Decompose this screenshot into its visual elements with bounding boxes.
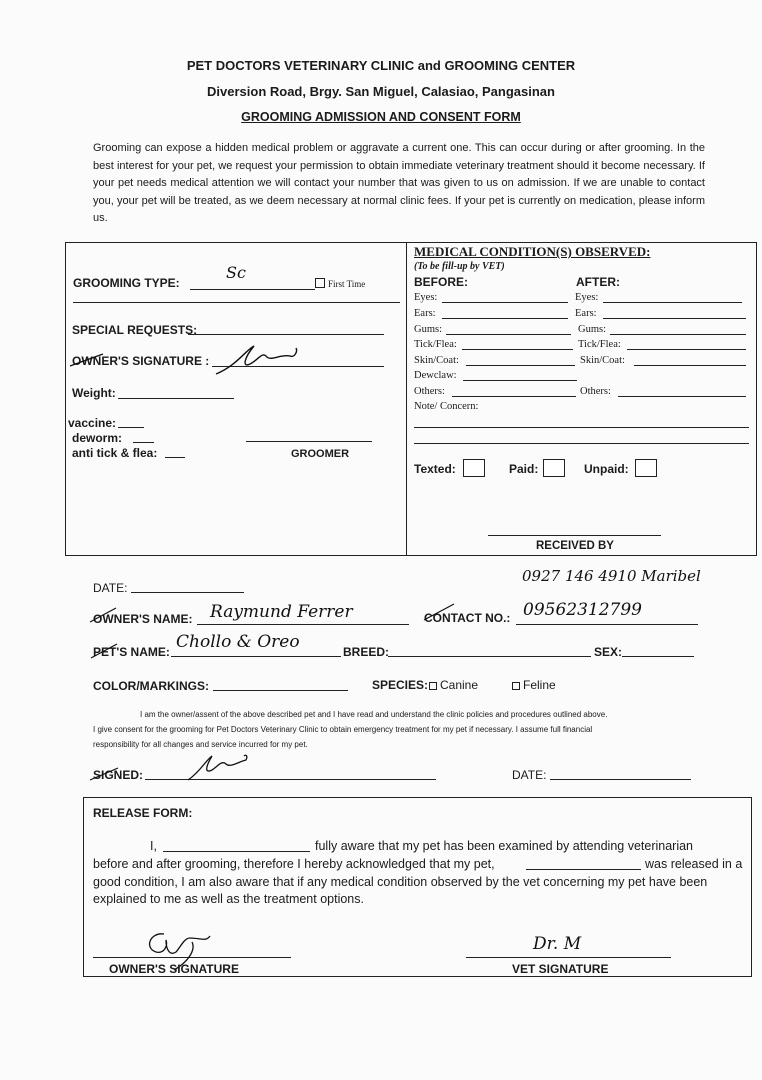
medical-title: MEDICAL CONDITION(S) OBSERVED: [414,244,651,259]
owner-name-label: OWNER'S NAME: [93,612,193,626]
consent-line-3: responsibility for all changes and service incurred for my pet. [93,740,308,749]
pet-name-value[interactable]: Chollo & Oreo [176,632,300,652]
after-tick-label: Tick/Flea: [578,339,621,350]
special-requests-field[interactable] [188,334,384,335]
special-requests-label: SPECIAL REQUESTS: [72,323,198,337]
consent-line-1: I am the owner/assent of the above described pet and I have read and understand the clinic policies and procedures outlined above. [140,710,608,719]
release-pet-field[interactable] [526,869,641,870]
pet-name-label: PET'S NAME: [93,645,170,659]
sex-label: SEX: [594,645,623,659]
color-markings-label: COLOR/MARKINGS: [93,679,209,693]
after-skin-field[interactable] [634,365,746,366]
vet-signature-value: Dr. M [533,934,582,954]
before-skin-label: Skin/Coat: [414,355,459,366]
before-eyes-label: Eyes: [414,292,438,303]
texted-label: Texted: [414,462,456,476]
after-eyes-label: Eyes: [575,292,599,303]
deworm-field[interactable] [133,442,154,443]
anti-tick-label: anti tick & flea: [72,446,158,460]
note-line-2[interactable] [414,443,749,444]
checkbox-icon [315,278,325,288]
unpaid-checkbox[interactable] [635,459,657,477]
after-ears-field[interactable] [603,318,746,319]
clinic-address: Diversion Road, Brgy. San Miguel, Calasiao, Pangasinan [207,84,555,99]
release-p3: good condition, I am also aware that if any medical condition observed by the vet concerning my pet have been [93,875,708,889]
release-name-field[interactable] [163,851,310,852]
release-p1-mid: fully aware that my pet has been examined by attending veterinarian [315,839,694,853]
groomer-signature-field[interactable] [246,441,372,442]
note-label: Note/ Concern: [414,401,479,412]
vet-signature-label: VET SIGNATURE [512,962,609,976]
received-by-label: RECEIVED BY [536,540,614,552]
form-title: GROOMING ADMISSION AND CONSENT FORM [241,110,521,124]
before-tick-field[interactable] [462,349,573,350]
strike-mark [422,600,456,622]
breed-label: BREED: [343,645,390,659]
vet-signature-line[interactable] [466,957,671,958]
release-p2-start: before and after grooming, therefore I hereby acknowledged that my pet, [93,857,495,871]
first-time-checkbox[interactable]: First Time [315,278,365,289]
grooming-type-value[interactable]: Sc [226,263,246,282]
owner-name-value[interactable]: Raymund Ferrer [210,602,353,622]
after-gums-label: Gums: [578,324,607,335]
clinic-name: PET DOCTORS VETERINARY CLINIC and GROOMING CENTER [186,58,576,73]
consent-line-2: I give consent for the grooming for Pet Doctors Veterinary Clinic to obtain emergency treatment for my pet if necessary. I assume full financial [93,725,593,734]
after-others-label: Others: [580,386,611,397]
note-line-1[interactable] [414,427,749,428]
groomer-label: GROOMER [291,448,350,460]
before-others-field[interactable] [452,396,576,397]
owner-signature-label: OWNER'S SIGNATURE : [72,354,210,368]
signed-label: SIGNED: [93,768,144,782]
before-ears-field[interactable] [442,318,568,319]
before-label: BEFORE: [414,275,468,289]
dewclaw-label: Dewclaw: [414,370,457,381]
release-p2-end: was released in a [645,857,743,871]
before-skin-field[interactable] [466,365,575,366]
after-eyes-field[interactable] [603,302,742,303]
breed-field[interactable] [388,656,591,657]
weight-field[interactable] [118,398,234,399]
vaccine-field[interactable] [118,427,144,428]
release-p4: explained to me as well as the treatment options. [93,892,364,906]
before-gums-label: Gums: [414,324,443,335]
paid-checkbox[interactable] [543,459,565,477]
signed-signature-scribble [88,752,258,784]
dewclaw-field[interactable] [463,380,577,381]
contact-label: CONTACT NO.: [424,611,511,625]
contact-value[interactable]: 09562312799 [523,600,642,620]
canine-option[interactable]: Canine [429,678,478,692]
release-p1-start: I, [150,839,157,853]
checkbox-icon [429,682,437,690]
color-markings-field[interactable] [213,690,348,691]
paid-label: Paid: [509,462,539,476]
texted-checkbox[interactable] [463,459,485,477]
after-ears-label: Ears: [575,308,597,319]
checkbox-icon [512,682,520,690]
after-gums-field[interactable] [610,334,746,335]
box-divider [406,242,407,555]
before-others-label: Others: [414,386,445,397]
consent-date-label: DATE: [512,768,547,782]
sex-field[interactable] [622,656,694,657]
contact-extra: 0927 146 4910 Maribel [522,567,701,585]
intro-paragraph: Grooming can expose a hidden medical problem or aggravate a current one. This can occur during or after grooming. In the best interest for your pet, we request your permission to obtain immediate veterinary treatment should it become necessary. If your pet needs medical attention we will contact your number that was given to us on admission. If we are unable to contact you, your pet will be treated, as we deem necessary at normal clinic fees. If your pet is currently on medication, please inform us. [93,142,705,224]
consent-date-field[interactable] [550,779,691,780]
strike-mark [88,604,118,624]
medical-subtitle: (To be fill-up by VET) [414,261,505,272]
after-label: AFTER: [576,275,620,289]
grooming-type-label: GROOMING TYPE: [73,276,180,290]
before-gums-field[interactable] [446,334,571,335]
anti-tick-field[interactable] [165,457,185,458]
deworm-label: deworm: [72,431,123,445]
after-skin-label: Skin/Coat: [580,355,625,366]
before-eyes-field[interactable] [442,302,568,303]
received-by-field[interactable] [488,535,661,536]
after-tick-field[interactable] [627,349,746,350]
weight-label: Weight: [72,386,116,400]
vaccine-label: vaccine: [68,416,117,430]
feline-option[interactable]: Feline [512,678,556,692]
date-field[interactable] [131,592,244,593]
before-tick-label: Tick/Flea: [414,339,457,350]
date-label: DATE: [93,581,128,595]
species-label: SPECIES: [372,678,429,692]
release-title: RELEASE FORM: [93,806,193,820]
before-ears-label: Ears: [414,308,436,319]
strike-mark [89,640,119,660]
owner-signature-scribble [68,344,358,378]
after-others-field[interactable] [618,396,746,397]
owner-signature-release-label: OWNER'S SIGNATURE [109,962,239,976]
unpaid-label: Unpaid: [584,462,629,476]
